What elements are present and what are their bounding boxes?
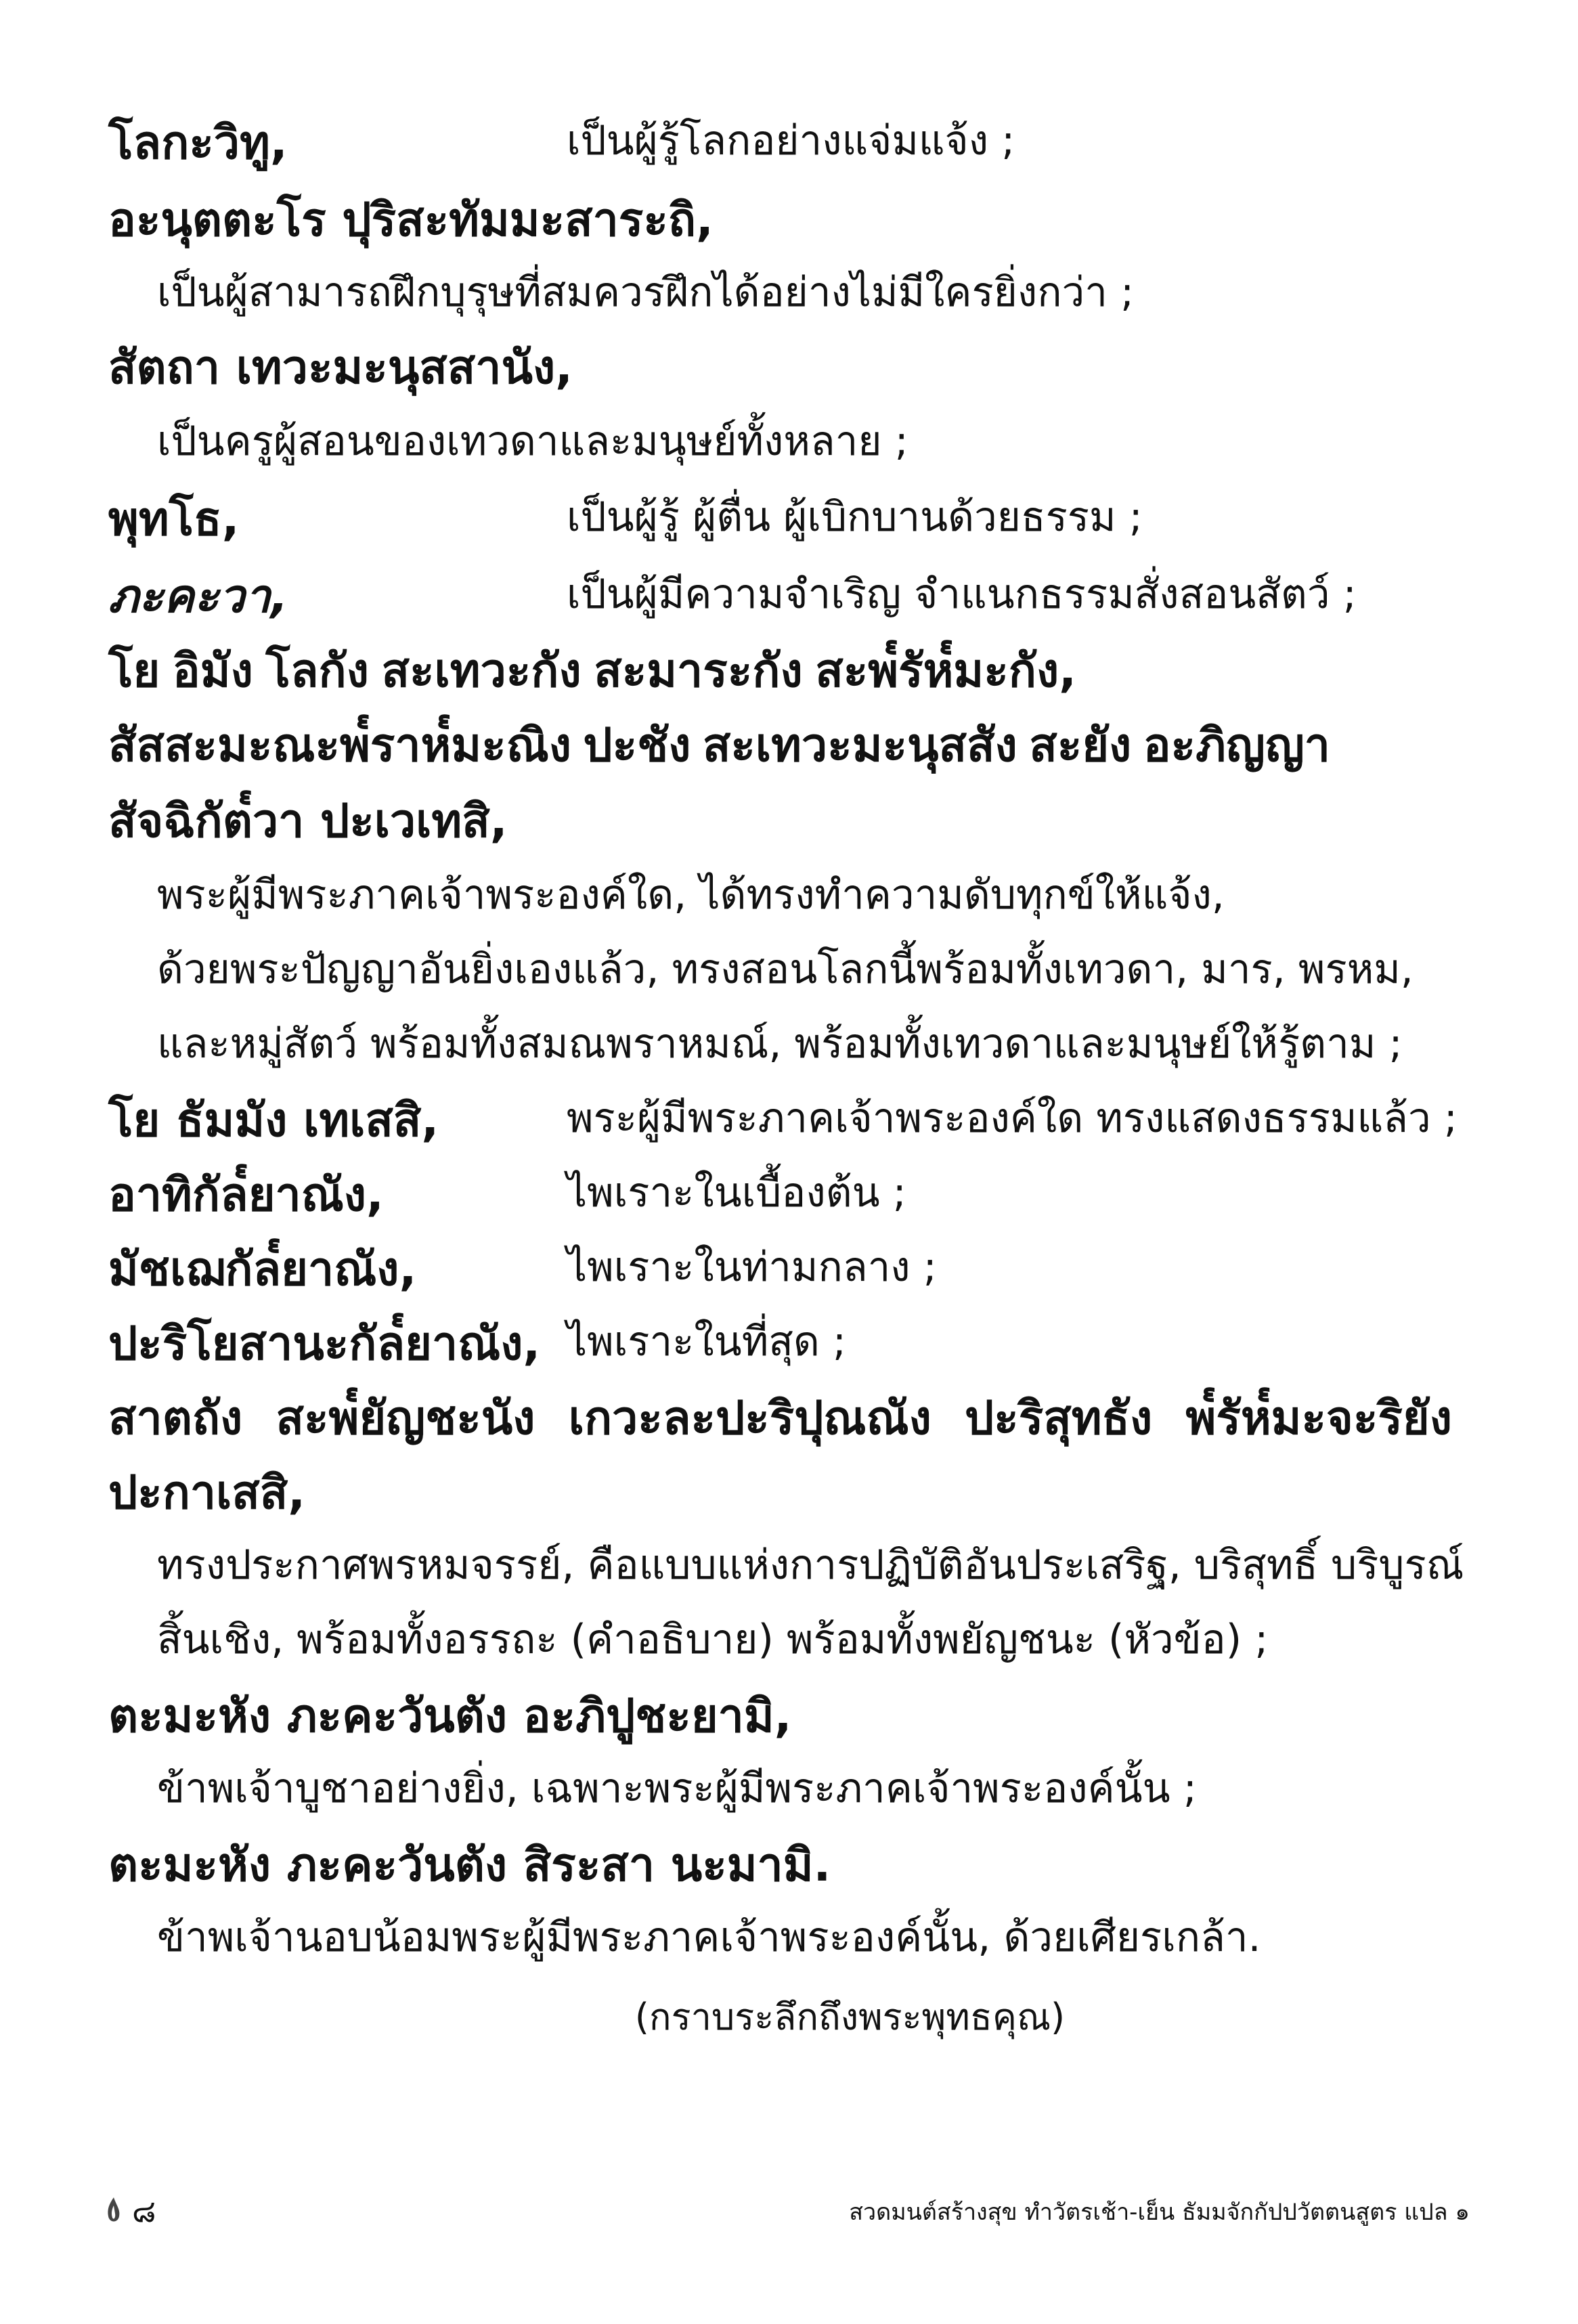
pali-word: สัสสะมะณะพ๎ราห๎มะณิง	[108, 719, 571, 772]
verse-line	[108, 341, 573, 395]
verse-line	[108, 116, 1015, 170]
pali-term: สัจฉิกัต๎วา ปะเวเทสิ,	[108, 795, 508, 848]
translation: พระผู้มีพระภาคเจ้าพระองค์ใด ทรงแสดงธรรมแล้ว ;	[567, 1095, 1458, 1142]
pali-term: โย ธัมมัง เทเสสิ,	[108, 1094, 439, 1147]
pali-word: ปะชัง	[583, 719, 691, 772]
translation: เป็นผู้รู้โลกอย่างแจ่มแจ้ง ;	[567, 117, 1015, 165]
pali-term: สัตถา เทวะมะนุสสานัง,	[108, 341, 573, 395]
verse-line	[108, 1466, 306, 1520]
verse-line	[108, 194, 714, 247]
verse-line	[108, 1317, 847, 1371]
translation: เป็นผู้มีความจำเริญ จำแนกธรรมสั่งสอนสัตว์ ;	[567, 571, 1357, 618]
pali-word: โย	[108, 644, 160, 698]
verse-line	[108, 719, 1330, 772]
pali-word: อะภิญญา	[1143, 719, 1330, 772]
translation: ไพเราะในที่สุด ;	[567, 1318, 847, 1365]
pali-word: สะมาระกัง	[594, 644, 803, 698]
pali-term: ตะมะหัง ภะคะวันตัง อะภิปูชะยามิ,	[108, 1690, 792, 1743]
translation-line: เป็นครูผู้สอนของเทวดาและมนุษย์ทั้งหลาย ;	[157, 418, 908, 465]
translation-line: และหมู่สัตว์ พร้อมทั้งสมณพราหมณ์, พร้อมทั้งเทวดาและมนุษย์ให้รู้ตาม ;	[157, 1020, 1403, 1068]
translation-line: ด้วยพระปัญญาอันยิ่งเองแล้ว, ทรงสอนโลกนี้พร้อมทั้งเทวดา, มาร, พรหม,	[157, 946, 1413, 993]
pali-term: อาทิกัล๎ยาณัง,	[108, 1168, 384, 1222]
translation-line: ทรงประกาศพรหมจรรย์, คือแบบแห่งการปฏิบัติอันประเสริฐ, บริสุทธิ์ บริบูรณ์	[157, 1541, 1464, 1589]
pali-word: สะพ๎ยัญชะนัง	[276, 1392, 535, 1445]
translation-line: พระผู้มีพระภาคเจ้าพระองค์ใด, ได้ทรงทำความดับทุกข์ให้แจ้ง,	[157, 871, 1225, 919]
translation: เป็นผู้รู้ ผู้ตื่น ผู้เบิกบานด้วยธรรม ;	[567, 494, 1143, 541]
pali-term: ปะริโยสานะกัล๎ยาณัง,	[108, 1317, 541, 1371]
pali-term: อะนุตตะโร ปุริสะทัมมะสาระถิ,	[108, 194, 714, 247]
page-number-block	[105, 2187, 156, 2236]
verse-line	[108, 1243, 937, 1296]
pali-word: โลกัง	[265, 644, 369, 698]
pali-word: พ๎รัห๎มะจะริยัง	[1185, 1392, 1452, 1445]
pali-word: สะเทวะกัง	[381, 644, 582, 698]
translation-line: ข้าพเจ้านอบน้อมพระผู้มีพระภาคเจ้าพระองค์นั้น, ด้วยเศียรเกล้า.	[157, 1914, 1261, 1961]
verse-line	[108, 1168, 906, 1222]
translation: ไพเราะในเบื้องต้น ;	[567, 1169, 906, 1216]
pali-word: สะยัง	[1029, 719, 1132, 772]
flame-ornament-icon	[105, 2196, 123, 2227]
section-note: (กราบระลึกถึงพระพุทธคุณ)	[634, 1996, 1066, 2038]
pali-term: ภะคะวา,	[108, 570, 288, 623]
translation-line: เป็นผู้สามารถฝึกบุรุษที่สมควรฝึกได้อย่างไม่มีใครยิ่งกว่า ;	[157, 269, 1135, 316]
verse-line	[108, 1839, 831, 1892]
pali-word: เกวะละปะริปุณณัง	[568, 1392, 932, 1445]
verse-line	[108, 795, 508, 848]
pali-term: ตะมะหัง ภะคะวันตัง สิระสา นะมามิ.	[108, 1839, 831, 1892]
pali-term: โลกะวิทู,	[108, 116, 288, 170]
translation: ไพเราะในท่ามกลาง ;	[567, 1244, 937, 1291]
verse-line	[108, 570, 1357, 623]
pali-word: สะเทวะมะนุสสัง	[702, 719, 1017, 772]
pali-term: มัชเฌกัล๎ยาณัง,	[108, 1243, 417, 1296]
verse-line	[108, 1690, 792, 1743]
pali-word: อิมัง	[172, 644, 253, 698]
page-number: ๘	[132, 2193, 156, 2229]
verse-line	[108, 644, 1076, 698]
translation-line: ข้าพเจ้าบูชาอย่างยิ่ง, เฉพาะพระผู้มีพระภาคเจ้าพระองค์นั้น ;	[157, 1765, 1197, 1812]
pali-word: สาตถัง	[108, 1392, 243, 1445]
verse-line	[108, 493, 1143, 546]
pali-term: ปะกาเสสิ,	[108, 1466, 306, 1520]
pali-term: พุทโธ,	[108, 493, 240, 546]
pali-word: สะพ๎รัห๎มะกัง,	[815, 644, 1076, 698]
verse-line	[108, 1094, 1458, 1147]
running-title: สวดมนต์สร้างสุข ทำวัตรเช้า-เย็น ธัมมจักกัปปวัตตนสูตร แปล ๑	[849, 2199, 1470, 2226]
translation-line: สิ้นเชิง, พร้อมทั้งอรรถะ (คำอธิบาย) พร้อมทั้งพยัญชนะ (หัวข้อ) ;	[157, 1616, 1269, 1663]
verse-line	[108, 1392, 1452, 1445]
pali-word: ปะริสุทธัง	[965, 1392, 1153, 1445]
